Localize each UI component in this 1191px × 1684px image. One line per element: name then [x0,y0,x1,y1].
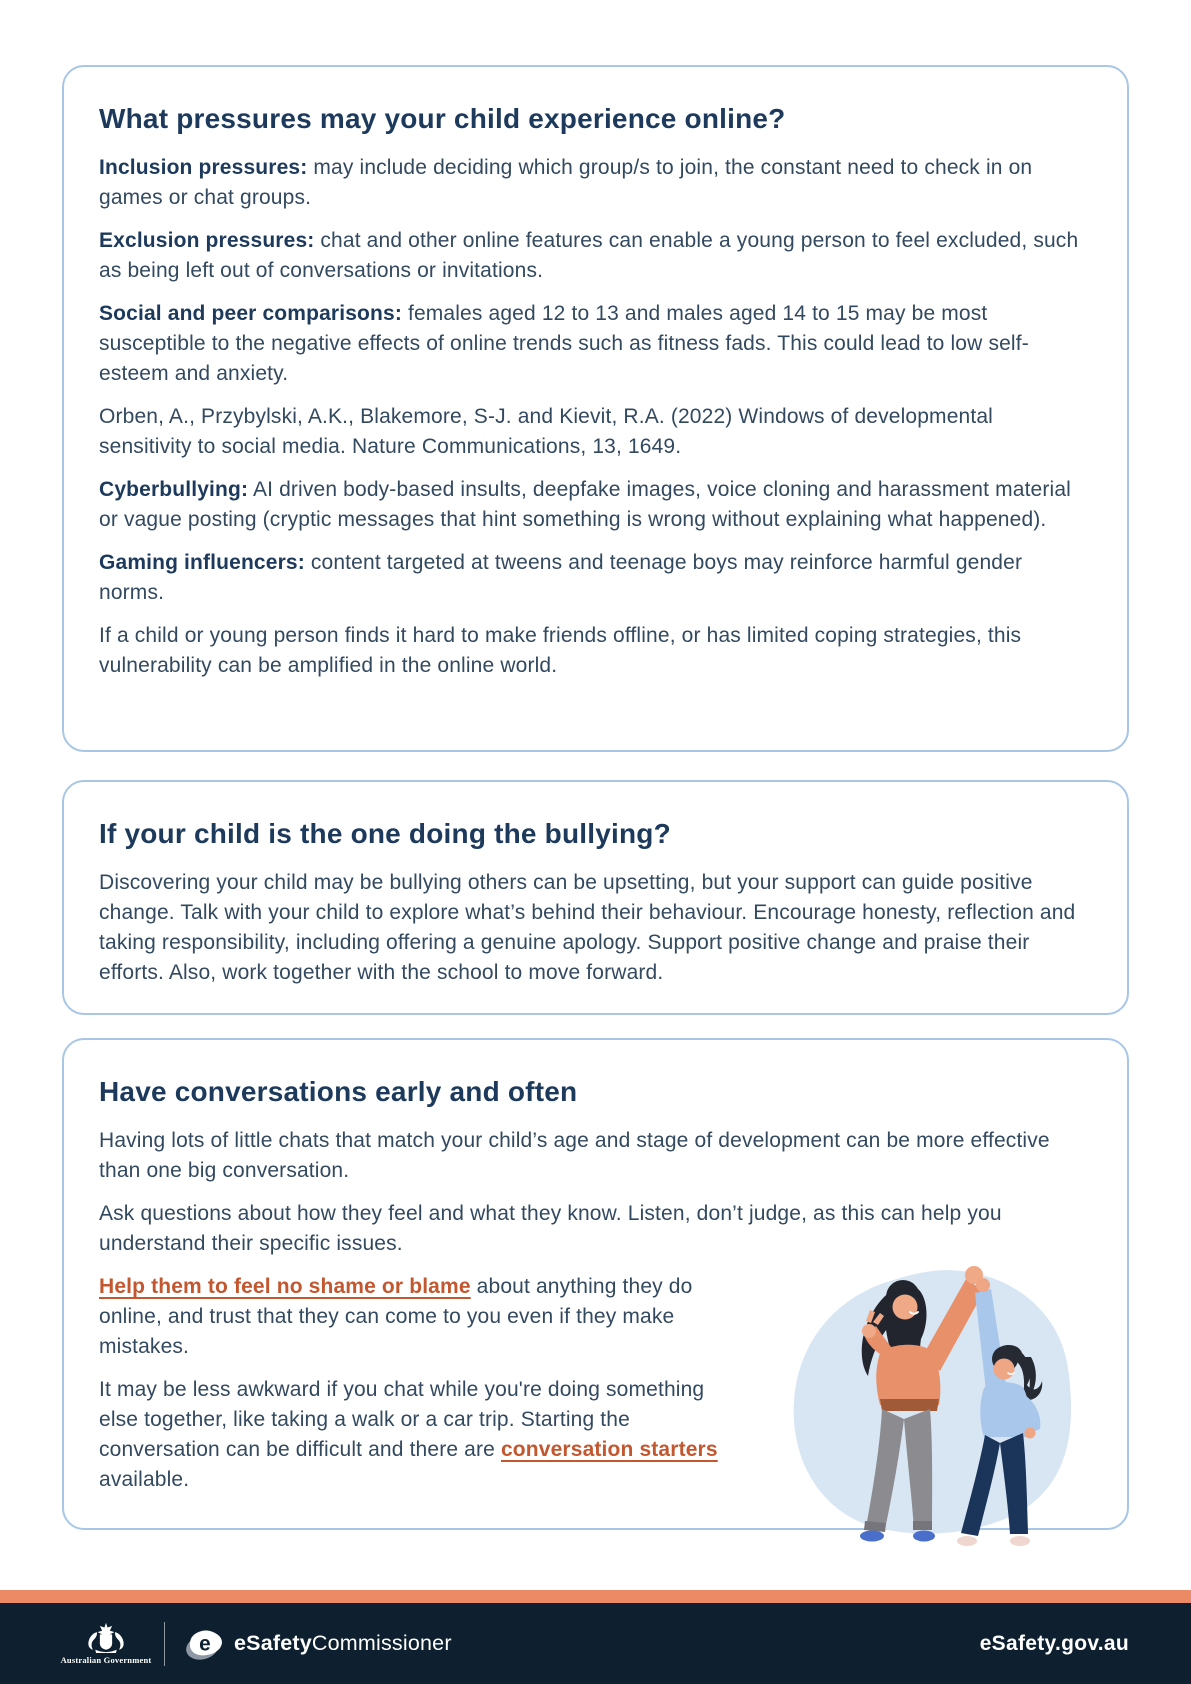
card-title: What pressures may your child experience online? [99,103,786,134]
paragraph-text: may include deciding which group/s to join, the constant need to check in on games or chat groups. [99,156,1033,209]
paragraph-lead: Gaming influencers: [99,551,305,574]
accent-bar [0,1590,1191,1603]
australian-government-label: Australian Government [60,1655,152,1665]
card-online-pressures [62,65,1129,752]
paragraph-social-comparisons [99,299,1081,389]
paragraph-gaming-influencers [99,548,1081,608]
paragraph-text: about anything they do online, and trust that they can come to you even if they make mistakes. [99,1275,693,1358]
esafety-logo-icon [183,1625,225,1663]
esafety-wordmark-bold: eSafety [234,1631,312,1655]
paragraph-ask-questions: Ask questions about how they feel and what they know. Listen, don’t judge, as this can help you understand their specific issues. [99,1202,1002,1255]
card-have-conversations [62,1038,1129,1530]
paragraph-exclusion [99,226,1081,286]
footer-website: eSafety.gov.au [979,1631,1129,1655]
card-title: If your child is the one doing the bullying? [99,818,671,849]
link-conversation-starters[interactable]: conversation starters [500,1438,718,1461]
paragraph-text: content targeted at tweens and teenage boys may reinforce harmful gender norms. [99,551,1023,604]
esafety-brand [183,1625,452,1663]
paragraph-lead: Social and peer comparisons: [99,302,402,325]
paragraph-vulnerability: If a child or young person finds it hard to make friends offline, or has limited coping strategies, this vulnerability can be amplified in the online world. [99,624,1022,677]
esafety-wordmark [234,1631,452,1656]
link-no-shame-or-blame[interactable]: Help them to feel no shame or blame [99,1275,471,1298]
australian-government-logo [62,1622,150,1665]
esafety-wordmark-regular: Commissioner [311,1631,452,1655]
australian-government-crest-icon [83,1622,129,1653]
paragraph-little-chats: Having lots of little chats that match your child’s age and stage of development can be more effective than one big conversation. [99,1129,1050,1182]
paragraph-text: available. [99,1468,190,1491]
card-title: Have conversations early and often [99,1076,578,1107]
paragraph-support-guidance: Discovering your child may be bullying others can be upsetting, but your support can guide positive change. Talk with your child to explore what’s behind their behaviour. Encourage honesty, reflection and taking responsibility, including offering a genuine apology. Support positive change and praise their efforts. Also, work together with the school to move forward. [99,871,1076,984]
paragraph-inclusion [99,153,1081,213]
paragraph-lead: Exclusion pressures: [99,229,315,252]
illustration-text-wrap-spacer [729,1259,1081,1503]
card-child-doing-bullying [62,780,1129,1015]
footer-branding [62,1622,452,1666]
paragraph-text: females aged 12 to 13 and males aged 14 to 15 may be most susceptible to the negative effects of online trends such as fitness fads. This could lead to low self-esteem and anxiety. [99,302,1029,385]
svg-text:e: e [199,1631,211,1655]
paragraph-cyberbullying [99,475,1081,535]
footer [0,1603,1191,1684]
paragraph-lead: Inclusion pressures: [99,156,308,179]
paragraph-citation: Orben, A., Przybylski, A.K., Blakemore, S-J. and Kievit, R.A. (2022) Windows of developmental sensitivity to social media. Nature Communications, 13, 1649. [99,405,993,458]
paragraph-text: It may be less awkward if you chat while you're doing something else together, like taking a walk or a car trip. Starting the conversation can be difficult and there are [99,1378,705,1461]
footer-divider [164,1622,165,1666]
paragraph-lead: Cyberbullying: [99,478,249,501]
paragraph-text: chat and other online features can enable a young person to feel excluded, such as being left out of conversations or invitations. [99,229,1079,282]
paragraph-text: AI driven body-based insults, deepfake images, voice cloning and harassment material or vague posting (cryptic messages that hint something is wrong without explaining what happened). [99,478,1071,531]
